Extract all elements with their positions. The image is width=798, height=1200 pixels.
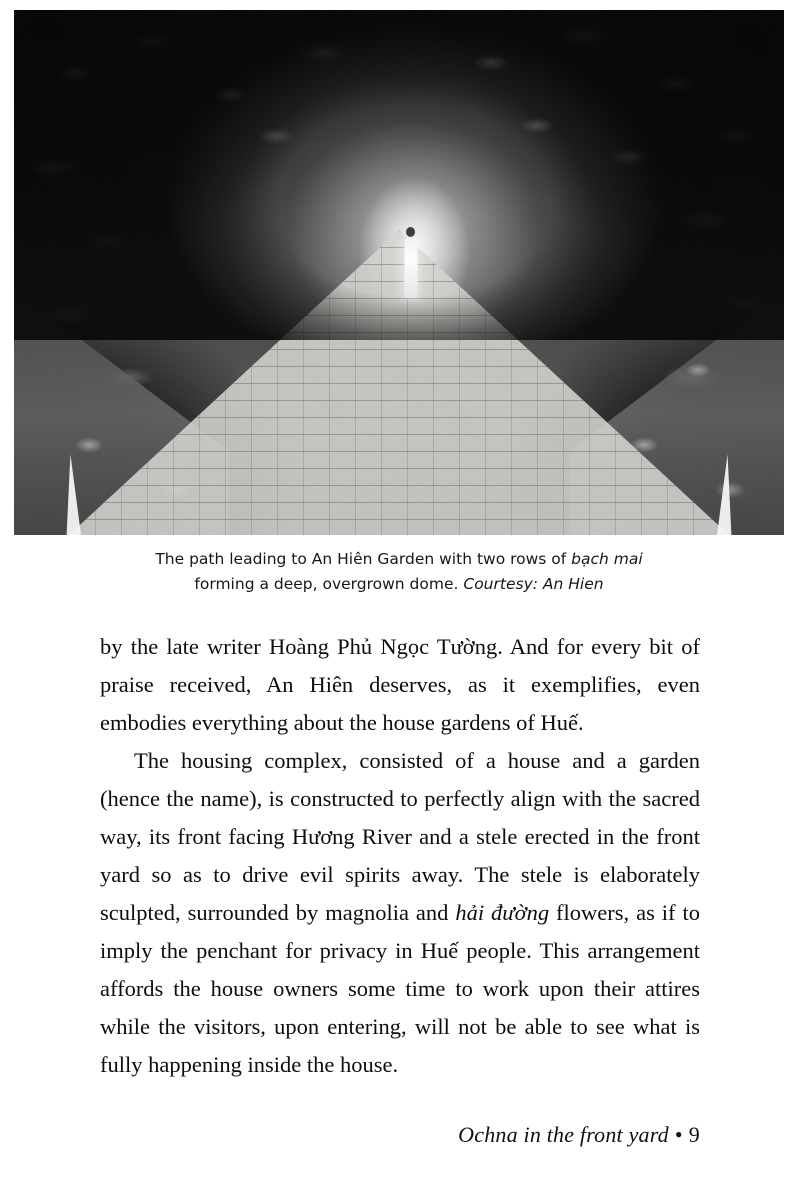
running-head: Ochna in the front yard (458, 1122, 669, 1147)
paragraph2-italic-term: hải đường (455, 900, 550, 925)
caption-line1-text: The path leading to An Hiên Garden with two rows of (155, 550, 572, 568)
photo-image (14, 10, 784, 535)
tree-canopy-arch (14, 10, 784, 340)
paragraph2-part2: flowers, as if to imply the penchant for privacy in Huế people. This arrangement affords the house owners some time to work upon their attires while the visitors, upon entering, will not be able to see what is fully happening inside the house. (100, 900, 701, 1077)
figure-photograph (14, 10, 784, 535)
page-number: 9 (688, 1122, 700, 1147)
body-text (100, 628, 700, 1084)
footer-separator: • (674, 1122, 683, 1147)
caption-credit: Courtesy: An Hien (463, 575, 604, 593)
paragraph2-part1: The housing complex, consisted of a house and a garden (hence the name), is constructed to perfectly align with the sacred way, its front facing Hương River and a stele erected in the front yard so as to drive evil spirits away. The stele is elaborately sculpted, surrounded by magnolia and (100, 748, 700, 925)
paragraph-housing-complex (100, 742, 700, 1084)
figure-caption (100, 547, 698, 597)
caption-line2-text: forming a deep, overgrown dome. (194, 575, 464, 593)
caption-line1-italic: bạch mai (571, 550, 643, 568)
page-footer (458, 1122, 700, 1148)
paragraph-continuation: by the late writer Hoàng Phủ Ngọc Tường. And for every bit of praise received, An Hiên deserves, as it exemplifies, even embodies everything about the house gardens of Huế. (100, 634, 700, 735)
